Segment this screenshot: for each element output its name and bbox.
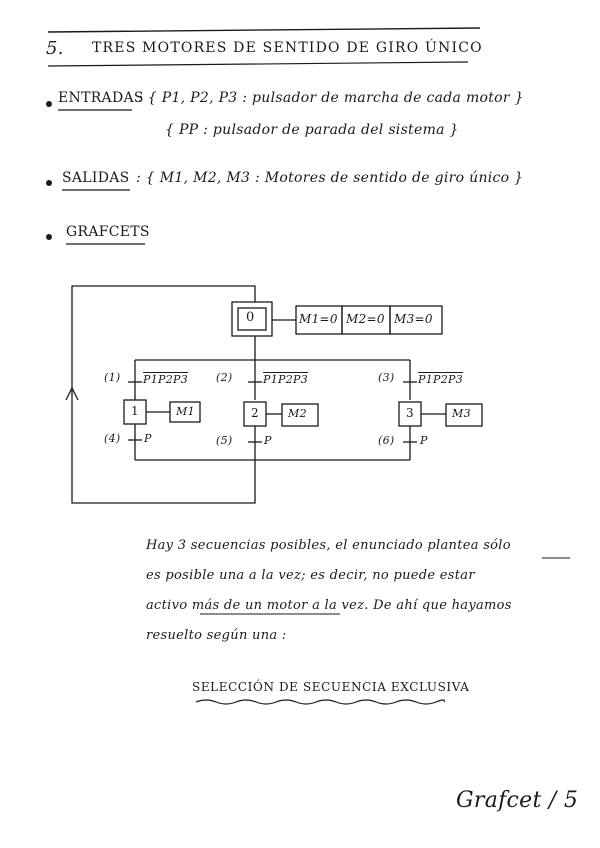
- grafcets-bullet: [46, 234, 52, 240]
- heading-underline: [48, 62, 468, 66]
- paragraph-line-2: es posible una a la vez; es decir, no puede estar: [146, 568, 475, 583]
- entradas-line1: : { P1, P2, P3 : pulsador de marcha de cada motor }: [138, 90, 524, 106]
- page-footer: Grafcet / 5: [456, 788, 579, 813]
- transition-2-condition: P1P2P3: [263, 373, 308, 386]
- transition-3-condition: P1P2P3: [418, 373, 463, 386]
- salidas-label: SALIDAS: [62, 170, 130, 186]
- transition-4-condition: P: [144, 432, 152, 445]
- transition-1-condition: P1P2P3: [143, 373, 188, 386]
- transition-1-number: (1): [104, 371, 121, 384]
- transition-6-condition: P: [420, 434, 428, 447]
- entradas-label: ENTRADAS: [58, 90, 144, 106]
- action-m2: M2: [288, 407, 307, 420]
- transition-3-number: (3): [378, 371, 395, 384]
- conclusion-heading: SELECCIÓN DE SECUENCIA EXCLUSIVA: [192, 680, 470, 694]
- entradas-line2: { PP : pulsador de parada del sistema }: [165, 122, 459, 138]
- action-m3: M3: [452, 407, 471, 420]
- paragraph-line-3: activo más de un motor a la vez. De ahí que hayamos: [146, 598, 512, 613]
- step-1-label: 1: [131, 404, 139, 418]
- top-rule: [48, 28, 480, 32]
- grafcets-label: GRAFCETS: [66, 224, 150, 240]
- step-2-label: 2: [251, 406, 259, 420]
- transition-5-number: (5): [216, 434, 233, 447]
- transition-5-condition: P: [264, 434, 272, 447]
- paragraph-line-1: Hay 3 secuencias posibles, el enunciado plantea sólo: [146, 538, 511, 553]
- salidas-bullet: [46, 180, 52, 186]
- action-m1: M1: [176, 405, 195, 418]
- initial-action-2: M2=0: [346, 312, 385, 326]
- conclusion-underline: [196, 700, 444, 704]
- salidas-line: : { M1, M2, M3 : Motores de sentido de giro único }: [136, 170, 524, 186]
- step-3-label: 3: [406, 406, 414, 420]
- section-title: TRES MOTORES DE SENTIDO DE GIRO ÚNICO: [92, 40, 483, 56]
- return-loop: [72, 286, 255, 503]
- initial-action-3: M3=0: [394, 312, 433, 326]
- transition-2-number: (2): [216, 371, 233, 384]
- paragraph-line-4: resuelto según una :: [146, 628, 287, 643]
- initial-action-1: M1=0: [299, 312, 338, 326]
- step-0-label: 0: [246, 310, 255, 325]
- section-number: 5.: [46, 38, 64, 59]
- transition-4-number: (4): [104, 432, 121, 445]
- transition-6-number: (6): [378, 434, 395, 447]
- entradas-bullet: [46, 101, 52, 107]
